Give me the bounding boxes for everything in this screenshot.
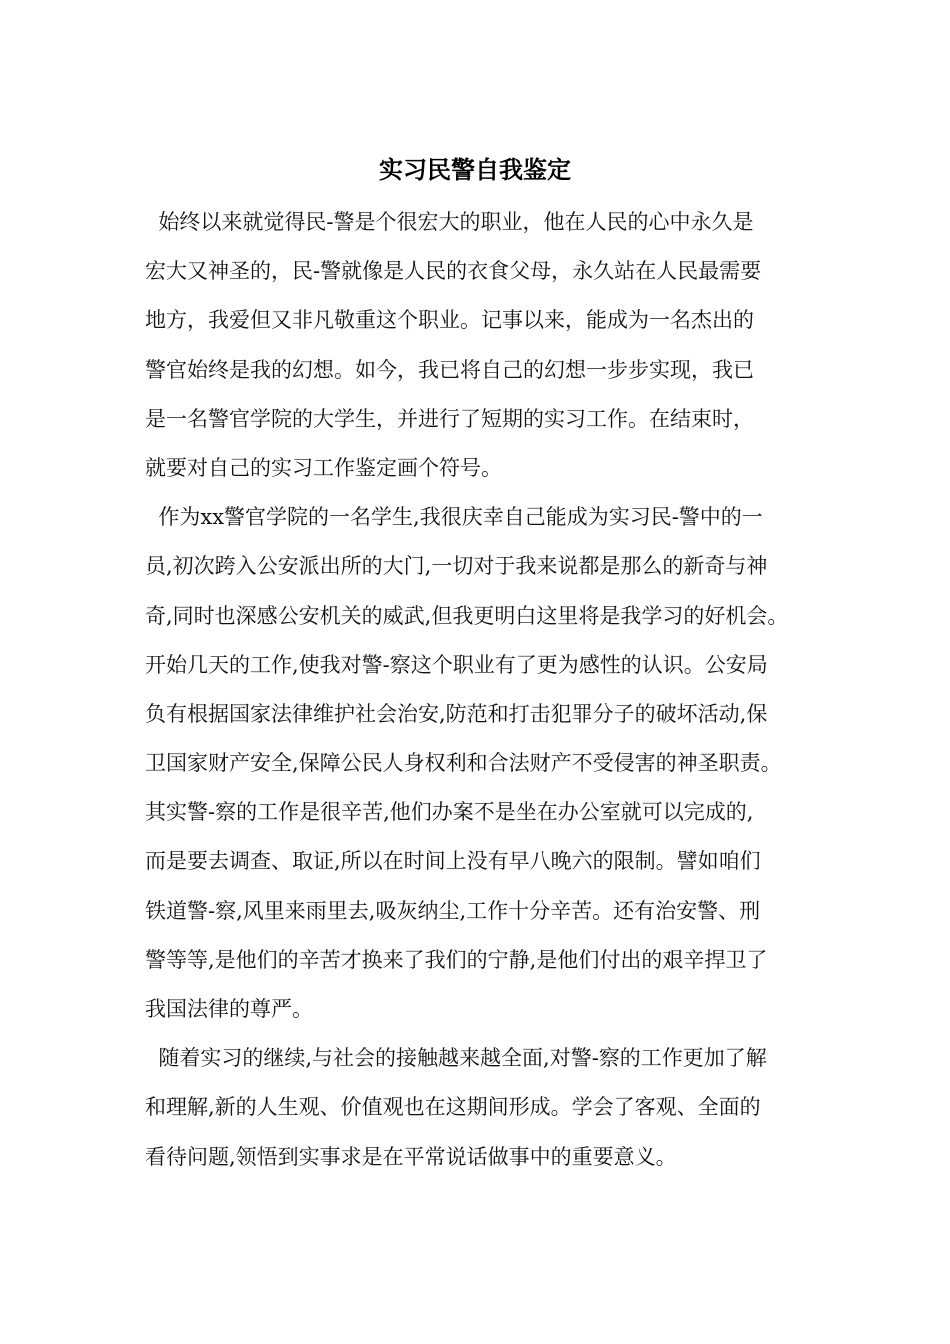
paragraph-2 — [145, 493, 813, 1034]
document-title: 实习民警自我鉴定 — [379, 155, 571, 184]
paragraph-1-line-2: 宏大又神圣的，民-警就像是人民的衣食父母，永久站在人民最需要 — [145, 259, 762, 284]
paragraph-3 — [145, 1034, 813, 1182]
paragraph-1-line-4: 警官始终是我的幻想。如今，我已将自己的幻想一步步实现，我已 — [145, 357, 754, 382]
paragraph-1-line-3: 地方，我爱但又非凡敬重这个职业。记事以来，能成为一名杰出的 — [145, 308, 754, 333]
paragraph-2-line-1: 作为xx警官学院的一名学生,我很庆幸自己能成为实习民-警中的一 — [145, 505, 763, 530]
paragraph-2-line-3: 奇,同时也深感公安机关的威武,但我更明白这里将是我学习的好机会。 — [145, 603, 789, 628]
paragraph-2-line-2: 员,初次跨入公安派出所的大门,一切对于我来说都是那么的新奇与神 — [145, 554, 768, 579]
paragraph-3-line-1: 随着实习的继续,与社会的接触越来越全面,对警-察的工作更加了解 — [145, 1046, 767, 1071]
paragraph-1-line-5: 是一名警官学院的大学生，并进行了短期的实习工作。在结束时， — [145, 406, 754, 431]
paragraph-1-line-1: 始终以来就觉得民-警是个很宏大的职业，他在人民的心中永久是 — [145, 210, 754, 234]
paragraph-2-line-6: 卫国家财产安全,保障公民人身权利和合法财产不受侵害的神圣职责。 — [145, 751, 782, 776]
paragraph-1-line-6: 就要对自己的实习工作鉴定画个符号。 — [145, 455, 502, 480]
paragraph-2-line-8: 而是要去调查、取证,所以在时间上没有早八晚六的限制。譬如咱们 — [145, 849, 761, 874]
paragraph-3-line-2: 和理解,新的人生观、价值观也在这期间形成。学会了客观、全面的 — [145, 1095, 761, 1120]
paragraph-2-line-11: 我国法律的尊严。 — [145, 997, 313, 1021]
paragraph-2-line-10: 警等等,是他们的辛苦才换来了我们的宁静,是他们付出的艰辛捍卫了 — [145, 947, 768, 972]
paragraph-1 — [145, 198, 813, 493]
paragraph-2-line-9: 铁道警-察,风里来雨里去,吸灰纳尘,工作十分辛苦。还有治安警、刑 — [145, 898, 761, 923]
document-body — [145, 198, 813, 1182]
paragraph-2-line-5: 负有根据国家法律维护社会治安,防范和打击犯罪分子的破坏活动,保 — [145, 701, 768, 726]
paragraph-2-line-4: 开始几天的工作,使我对警-察这个职业有了更为感性的认识。公安局 — [145, 652, 768, 677]
paragraph-2-line-7: 其实警-察的工作是很辛苦,他们办案不是坐在办公室就可以完成的, — [145, 800, 754, 825]
paragraph-3-line-3: 看待问题,领悟到实事求是在平常说话做事中的重要意义。 — [145, 1144, 677, 1169]
